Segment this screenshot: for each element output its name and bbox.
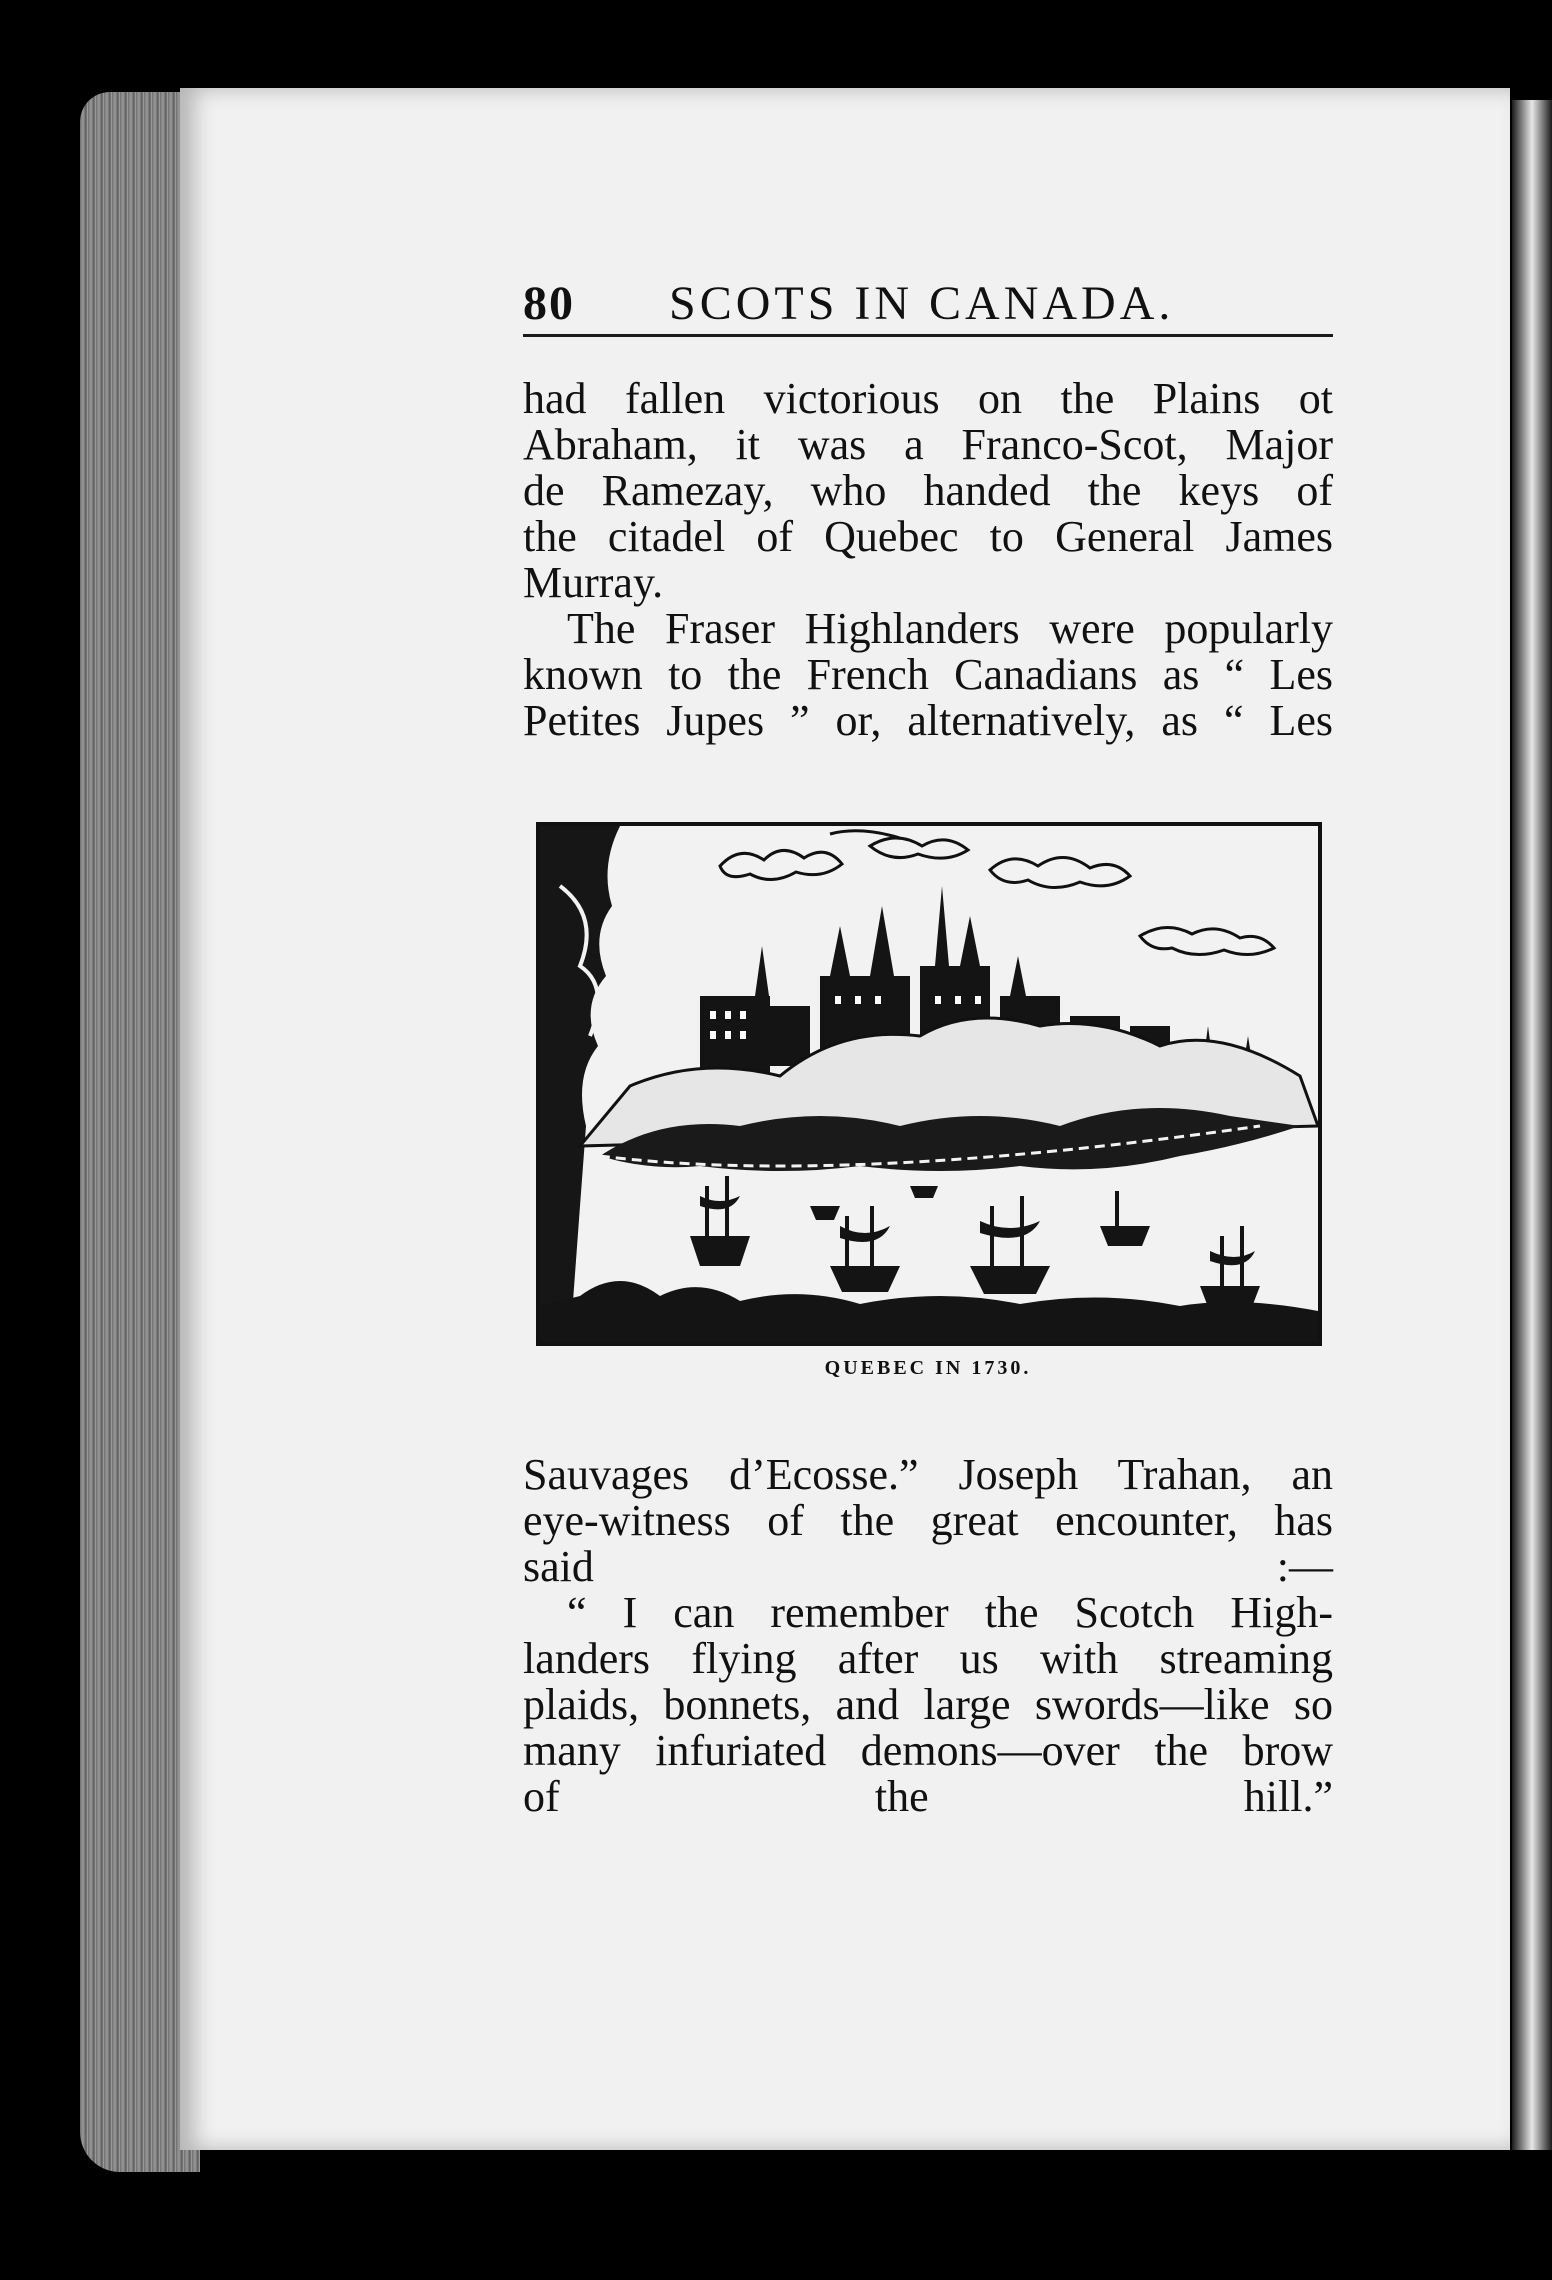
- text-line: Abraham, it was a Franco-Scot, Major: [523, 420, 1333, 469]
- text-line: known to the French Canadians as “ Les: [523, 650, 1333, 699]
- paragraph: [523, 376, 1333, 606]
- figure-caption: QUEBEC IN 1730.: [824, 1357, 1032, 1379]
- quebec-city-engraving-image: [540, 826, 1318, 1342]
- text-line: of the hill.”: [523, 1772, 1333, 1821]
- running-header: [523, 272, 1333, 337]
- quebec-engraving-illustration: [536, 822, 1322, 1346]
- text-line: had fallen victorious on the Plains ot: [523, 374, 1333, 423]
- text-line: The Fraser Highlanders were popularly: [567, 604, 1333, 653]
- running-title: SCOTS IN CANADA.: [669, 277, 1175, 330]
- page-number: 80: [523, 277, 575, 330]
- text-block-bottom: [523, 1452, 1333, 1820]
- text-line: plaids, bonnets, and large swords—like so: [523, 1680, 1333, 1729]
- text-line: many infuriated demons—over the brow: [523, 1726, 1333, 1775]
- paragraph: [523, 1452, 1333, 1590]
- text-line: eye-witness of the great encounter, has: [523, 1496, 1333, 1545]
- text-block-top: [523, 376, 1333, 744]
- text-line: de Ramezay, who handed the keys of: [523, 466, 1333, 515]
- text-line: landers flying after us with streaming: [523, 1634, 1333, 1683]
- paragraph: [523, 1590, 1333, 1820]
- text-line: Sauvages d’Ecosse.” Joseph Trahan, an: [523, 1450, 1333, 1499]
- text-line: Murray.: [523, 558, 664, 607]
- text-line: the citadel of Quebec to General James: [523, 512, 1333, 561]
- text-line: Petites Jupes ” or, alternatively, as “ Les: [523, 696, 1333, 745]
- text-line: said :—: [523, 1542, 1333, 1591]
- facing-page-edge: [1512, 100, 1552, 2150]
- paragraph: [523, 606, 1333, 744]
- text-line: “ I can remember the Scotch High-: [567, 1588, 1333, 1637]
